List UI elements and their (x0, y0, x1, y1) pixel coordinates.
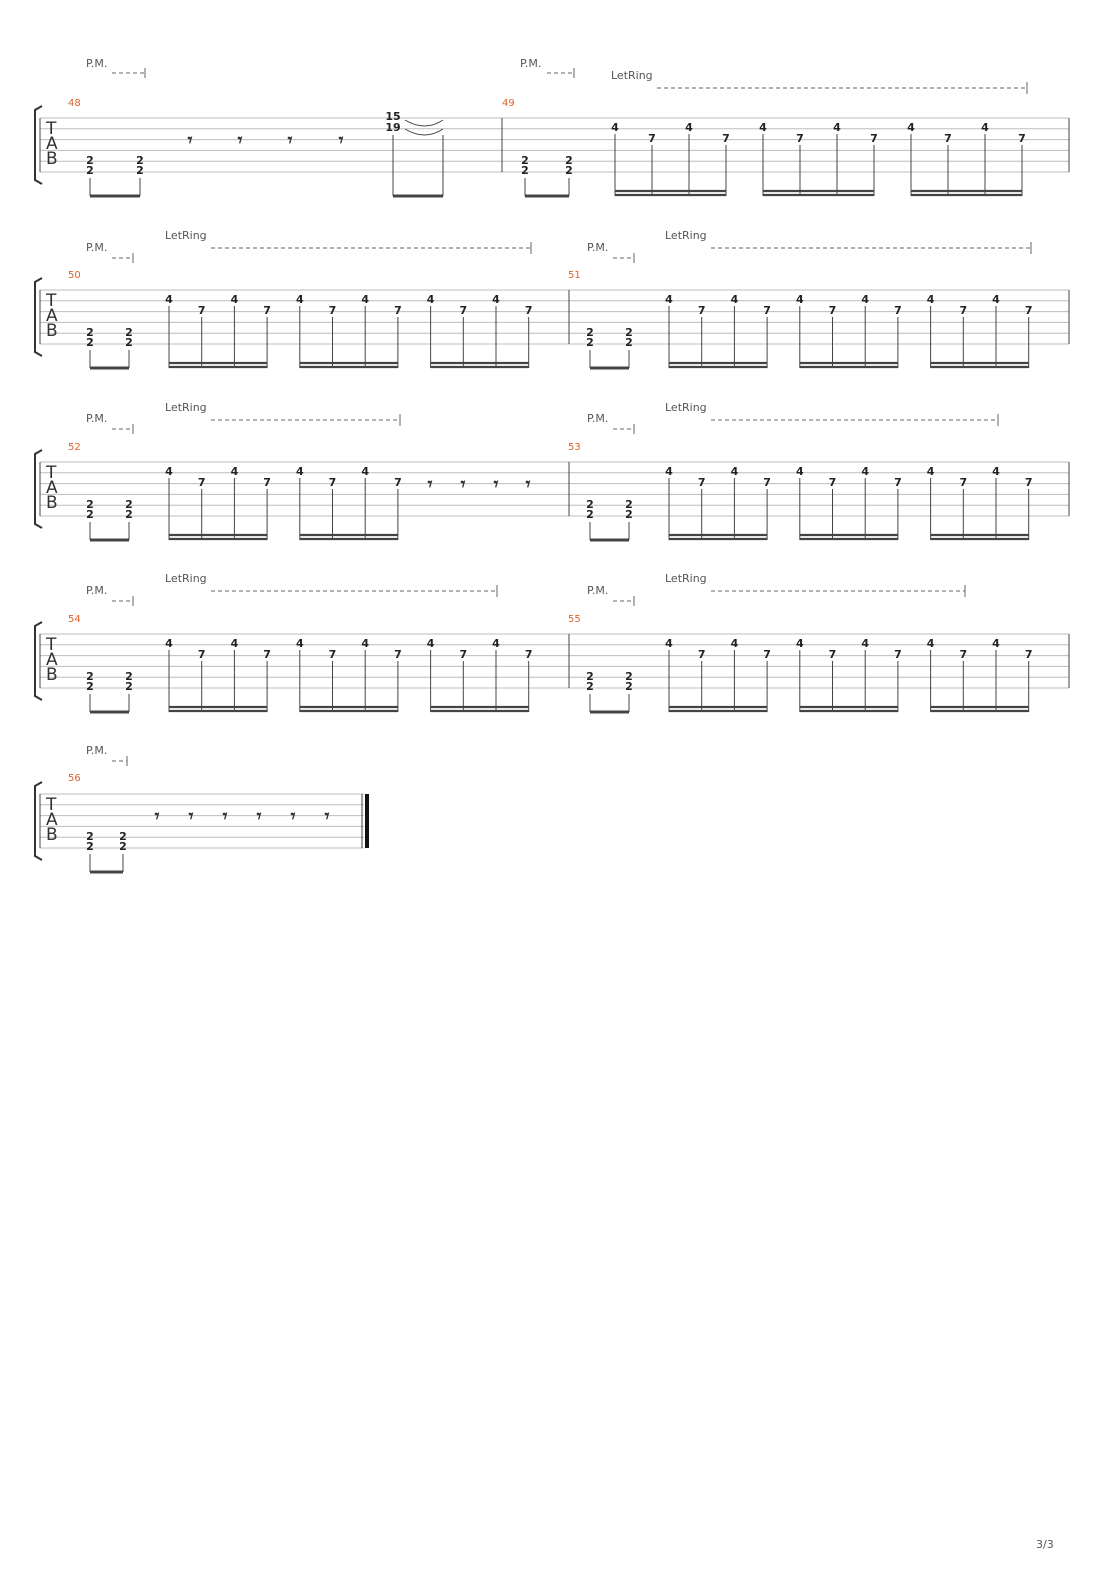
fret-number: 7 (1024, 304, 1033, 317)
fret-number: 7 (763, 304, 771, 317)
palm-mute-label: P.M. (86, 412, 108, 425)
fret-number: 4 (861, 637, 870, 650)
measure-number: 51 (568, 270, 581, 281)
fret-number: 4 (361, 293, 370, 306)
tab-clef-t: T (46, 635, 57, 655)
fret-number: 7 (394, 476, 402, 489)
palm-mute-label: P.M. (86, 241, 108, 254)
palm-mute-label: P.M. (86, 584, 108, 597)
fret-number: 4 (230, 465, 239, 478)
fret-number: 7 (697, 476, 706, 489)
fret-number: 7 (328, 304, 337, 317)
fret-number: 4 (730, 637, 739, 650)
fret-number: 4 (861, 293, 870, 306)
fret-number: 4 (981, 121, 989, 134)
tab-clef-a: A (46, 306, 58, 326)
tab-staff (35, 450, 1069, 528)
bass-fret: 2 (625, 336, 633, 349)
fret-number: 4 (426, 293, 435, 306)
sixteenth-rest: 𝄾 (427, 474, 433, 495)
fret-number: 4 (992, 637, 1000, 650)
measure-number: 53 (568, 442, 581, 453)
fret-number: 7 (394, 648, 402, 661)
fret-number: 7 (394, 304, 402, 317)
let-ring-label: LetRing (165, 572, 207, 585)
fret-number: 4 (730, 293, 739, 306)
bass-fret: 2 (586, 498, 594, 511)
bass-fret: 2 (86, 830, 94, 843)
fret-number: 7 (328, 476, 337, 489)
fret-number: 7 (459, 304, 468, 317)
fret-number: 7 (263, 476, 271, 489)
sixteenth-rest: 𝄾 (525, 474, 531, 495)
tab-staff (35, 782, 364, 860)
bass-fret: 2 (86, 508, 94, 521)
fret-number: 4 (730, 465, 739, 478)
bass-fret: 2 (586, 670, 594, 683)
fret-number: 7 (722, 132, 730, 145)
fret-number: 7 (1018, 132, 1026, 145)
harmonic-fret: 19 (385, 121, 401, 134)
fret-number: 4 (230, 637, 239, 650)
let-ring-label: LetRing (665, 401, 707, 414)
fret-number: 7 (524, 648, 533, 661)
palm-mute-label: P.M. (86, 744, 108, 757)
tab-clef-b: B (46, 493, 58, 513)
bass-fret: 2 (625, 680, 633, 693)
let-ring-label: LetRing (165, 229, 207, 242)
tab-clef-b: B (46, 321, 58, 341)
fret-number: 4 (907, 121, 915, 134)
bass-fret: 2 (625, 670, 633, 683)
fret-number: 7 (197, 476, 206, 489)
bass-fret: 2 (86, 840, 94, 853)
fret-number: 4 (295, 293, 304, 306)
fret-number: 7 (328, 648, 337, 661)
eighth-rest: 𝄾 (188, 806, 194, 827)
bass-fret: 2 (586, 326, 594, 339)
fret-number: 7 (828, 648, 837, 661)
fret-number: 4 (665, 465, 673, 478)
tie-arc (405, 120, 443, 126)
fret-number: 4 (492, 293, 500, 306)
bass-fret: 2 (125, 498, 133, 511)
bass-fret: 2 (136, 164, 144, 177)
fret-number: 7 (894, 304, 902, 317)
fret-number: 4 (426, 637, 435, 650)
palm-mute-label: P.M. (587, 412, 609, 425)
harmonic-fret: 15 (385, 110, 401, 123)
fret-number: 4 (861, 465, 870, 478)
palm-mute-label: P.M. (86, 57, 108, 70)
let-ring-label: LetRing (665, 572, 707, 585)
tab-clef-t: T (46, 463, 57, 483)
fret-number: 7 (763, 476, 771, 489)
fret-number: 7 (697, 648, 706, 661)
palm-mute-label: P.M. (520, 57, 542, 70)
bass-fret: 2 (125, 326, 133, 339)
bass-fret: 2 (86, 336, 94, 349)
eighth-rest: 𝄾 (256, 806, 262, 827)
fret-number: 4 (926, 637, 935, 650)
measure-number: 48 (68, 98, 81, 109)
fret-number: 4 (295, 637, 304, 650)
fret-number: 7 (459, 648, 468, 661)
fret-number: 7 (648, 132, 656, 145)
bass-fret: 2 (521, 154, 529, 167)
tie-arc (405, 129, 443, 135)
sixteenth-rest: 𝄾 (493, 474, 499, 495)
fret-number: 7 (197, 648, 206, 661)
sixteenth-rest: 𝄾 (460, 474, 466, 495)
eighth-rest: 𝄾 (187, 130, 193, 151)
measure-number: 52 (68, 442, 81, 453)
eighth-rest: 𝄾 (287, 130, 293, 151)
bass-fret: 2 (625, 498, 633, 511)
bass-fret: 2 (565, 154, 573, 167)
fret-number: 7 (197, 304, 206, 317)
bass-fret: 2 (625, 326, 633, 339)
fret-number: 7 (796, 132, 804, 145)
let-ring-label: LetRing (665, 229, 707, 242)
fret-number: 4 (992, 293, 1000, 306)
bass-fret: 2 (136, 154, 144, 167)
tab-staff (35, 622, 1069, 700)
tab-clef-a: A (46, 134, 58, 154)
let-ring-label: LetRing (165, 401, 207, 414)
bass-fret: 2 (119, 830, 127, 843)
fret-number: 7 (894, 648, 902, 661)
tab-clef-t: T (46, 291, 57, 311)
eighth-rest: 𝄾 (338, 130, 344, 151)
bass-fret: 2 (119, 840, 127, 853)
fret-number: 4 (795, 637, 804, 650)
tab-clef-b: B (46, 149, 58, 169)
bass-fret: 2 (586, 680, 594, 693)
let-ring-label: LetRing (611, 69, 653, 82)
bass-fret: 2 (86, 154, 94, 167)
fret-number: 7 (828, 304, 837, 317)
measure-number: 49 (502, 98, 515, 109)
fret-number: 7 (697, 304, 706, 317)
fret-number: 7 (524, 304, 533, 317)
tab-staff (35, 278, 1069, 356)
fret-number: 4 (295, 465, 304, 478)
eighth-rest: 𝄾 (290, 806, 296, 827)
fret-number: 7 (263, 304, 271, 317)
eighth-rest: 𝄾 (222, 806, 228, 827)
measure-number: 55 (568, 614, 581, 625)
fret-number: 4 (665, 637, 673, 650)
bass-fret: 2 (86, 680, 94, 693)
bass-fret: 2 (86, 164, 94, 177)
fret-number: 4 (759, 121, 767, 134)
fret-number: 4 (665, 293, 673, 306)
fret-number: 4 (361, 637, 370, 650)
measure-number: 54 (68, 614, 81, 625)
fret-number: 4 (165, 637, 173, 650)
bass-fret: 2 (125, 336, 133, 349)
bass-fret: 2 (86, 670, 94, 683)
palm-mute-label: P.M. (587, 241, 609, 254)
bass-fret: 2 (565, 164, 573, 177)
fret-number: 4 (833, 121, 841, 134)
fret-number: 7 (763, 648, 771, 661)
measure-number: 50 (68, 270, 81, 281)
tab-clef-a: A (46, 478, 58, 498)
measure-number: 56 (68, 773, 81, 784)
tab-clef-t: T (46, 119, 57, 139)
fret-number: 4 (992, 465, 1000, 478)
fret-number: 4 (165, 293, 173, 306)
fret-number: 7 (263, 648, 271, 661)
tab-clef-a: A (46, 810, 58, 830)
palm-mute-label: P.M. (587, 584, 609, 597)
fret-number: 7 (959, 648, 968, 661)
fret-number: 7 (1024, 648, 1033, 661)
bass-fret: 2 (625, 508, 633, 521)
fret-number: 4 (165, 465, 173, 478)
fret-number: 4 (685, 121, 693, 134)
bass-fret: 2 (125, 508, 133, 521)
fret-number: 7 (944, 132, 952, 145)
fret-number: 4 (795, 465, 804, 478)
fret-number: 4 (795, 293, 804, 306)
bass-fret: 2 (86, 498, 94, 511)
eighth-rest: 𝄾 (154, 806, 160, 827)
tab-clef-a: A (46, 650, 58, 670)
fret-number: 4 (926, 465, 935, 478)
fret-number: 4 (230, 293, 239, 306)
eighth-rest: 𝄾 (237, 130, 243, 151)
tab-clef-b: B (46, 665, 58, 685)
tab-clef-t: T (46, 795, 57, 815)
fret-number: 7 (959, 476, 968, 489)
fret-number: 4 (361, 465, 370, 478)
bass-fret: 2 (521, 164, 529, 177)
eighth-rest: 𝄾 (324, 806, 330, 827)
bass-fret: 2 (586, 336, 594, 349)
fret-number: 4 (611, 121, 619, 134)
fret-number: 7 (959, 304, 968, 317)
bass-fret: 2 (586, 508, 594, 521)
page-number: 3/3 (1036, 1538, 1054, 1551)
fret-number: 7 (828, 476, 837, 489)
fret-number: 7 (1024, 476, 1033, 489)
bass-fret: 2 (86, 326, 94, 339)
fret-number: 4 (492, 637, 500, 650)
fret-number: 7 (894, 476, 902, 489)
fret-number: 4 (926, 293, 935, 306)
bass-fret: 2 (125, 670, 133, 683)
tab-clef-b: B (46, 825, 58, 845)
bass-fret: 2 (125, 680, 133, 693)
fret-number: 7 (870, 132, 878, 145)
